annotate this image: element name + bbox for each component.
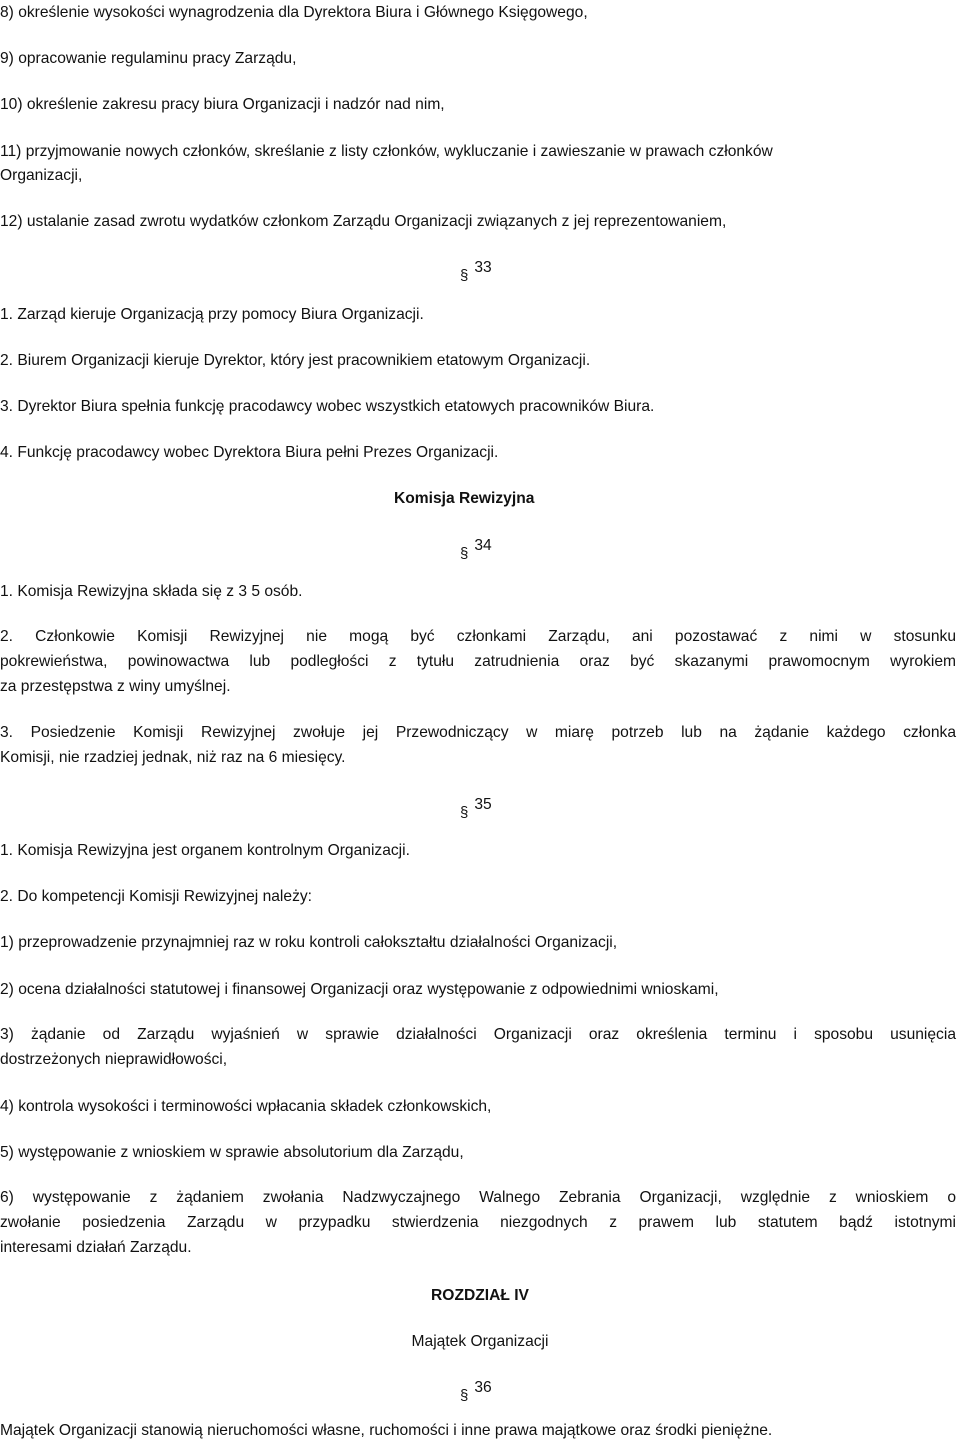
par33-item-1: 1. Zarząd kieruje Organizacją przy pomocy Biura Organizacji. [0,306,424,323]
text-line: 3) żądanie od Zarządu wyjaśnień w sprawie działalności Organizacji oraz określenia terminu i sposobu usunięcia [0,1026,956,1043]
par34-item-2 [0,624,956,699]
text-line: zwołanie posiedzenia Zarządu w przypadku stwierdzenia niezgodnych z prawem lub statutem bądź istotnymi [0,1214,956,1231]
list-item-11: 11) przyjmowanie nowych członków, skreślanie z listy członków, wykluczanie i zawieszanie w prawach członków [0,143,773,160]
paragraph-35-heading [460,795,492,821]
list-item-12: 12) ustalanie zasad zwrotu wydatków członkom Zarządu Organizacji związanych z jej reprezentowaniem, [0,213,727,230]
text-line: 2. Członkowie Komisji Rewizyjnej nie mogą być członkami Zarządu, ani pozostawać z nimi w stosunku [0,628,956,645]
par35-sub-3 [0,1022,956,1072]
paragraph-number: 35 [474,796,492,813]
par33-item-4: 4. Funkcję pracodawcy wobec Dyrektora Biura pełni Prezes Organizacji. [0,444,499,461]
par33-item-2: 2. Biurem Organizacji kieruje Dyrektor, który jest pracownikiem etatowym Organizacji. [0,352,591,369]
paragraph-symbol: § [460,545,469,562]
section-heading-komisja: Komisja Rewizyjna [394,490,535,507]
paragraph-number: 33 [474,259,492,276]
paragraph-number: 36 [474,1379,492,1396]
paragraph-number: 34 [474,537,492,554]
text-line: Komisji, nie rzadziej jednak, niż raz na 6 miesięcy. [0,749,346,766]
paragraph-symbol: § [460,804,469,821]
par33-item-3: 3. Dyrektor Biura spełnia funkcję pracodawcy wobec wszystkich etatowych pracowników Biura. [0,398,655,415]
par35-item-2: 2. Do kompetencji Komisji Rewizyjnej należy: [0,888,312,905]
text-line: pokrewieństwa, powinowactwa lub podległości z tytułu zatrudnienia oraz być skazanymi prawomocnym wyrokiem [0,653,956,670]
paragraph-symbol: § [460,267,469,284]
par35-sub-5: 5) występowanie z wnioskiem w sprawie absolutorium dla Zarządu, [0,1144,464,1161]
paragraph-symbol: § [460,1387,469,1404]
par34-item-3 [0,720,956,770]
paragraph-36-heading [460,1378,492,1404]
par36-text: Majątek Organizacji stanowią nieruchomości własne, ruchomości i inne prawa majątkowe oraz środki pieniężne. [0,1422,773,1439]
par35-sub-6 [0,1185,956,1260]
par35-item-1: 1. Komisja Rewizyjna jest organem kontrolnym Organizacji. [0,842,410,859]
text-line: dostrzeżonych nieprawidłowości, [0,1051,228,1068]
text-line: 3. Posiedzenie Komisji Rewizyjnej zwołuje jej Przewodniczący w miarę potrzeb lub na żądanie każdego członka [0,724,956,741]
text-line: 6) występowanie z żądaniem zwołania Nadzwyczajnego Walnego Zebrania Organizacji, względnie z wnioskiem o [0,1189,956,1206]
chapter-subtitle: Majątek Organizacji [411,1333,549,1350]
list-item-9: 9) opracowanie regulaminu pracy Zarządu, [0,50,297,67]
chapter-title: ROZDZIAŁ IV [431,1287,529,1304]
par35-sub-2: 2) ocena działalności statutowej i finansowej Organizacji oraz występowanie z odpowiednimi wnioskami, [0,981,719,998]
paragraph-33-heading [460,258,492,284]
list-item-11-cont: Organizacji, [0,167,83,184]
list-item-8: 8) określenie wysokości wynagrodzenia dla Dyrektora Biura i Głównego Księgowego, [0,4,588,21]
list-item-10: 10) określenie zakresu pracy biura Organizacji i nadzór nad nim, [0,96,445,113]
par34-item-1: 1. Komisja Rewizyjna składa się z 3 5 osób. [0,583,303,600]
text-line: za przestępstwa z winy umyślnej. [0,678,231,695]
paragraph-34-heading [460,536,492,562]
par35-sub-4: 4) kontrola wysokości i terminowości wpłacania składek członkowskich, [0,1098,492,1115]
par35-sub-1: 1) przeprowadzenie przynajmniej raz w roku kontroli całokształtu działalności Organizacji, [0,934,618,951]
text-line: interesami działań Zarządu. [0,1239,192,1256]
